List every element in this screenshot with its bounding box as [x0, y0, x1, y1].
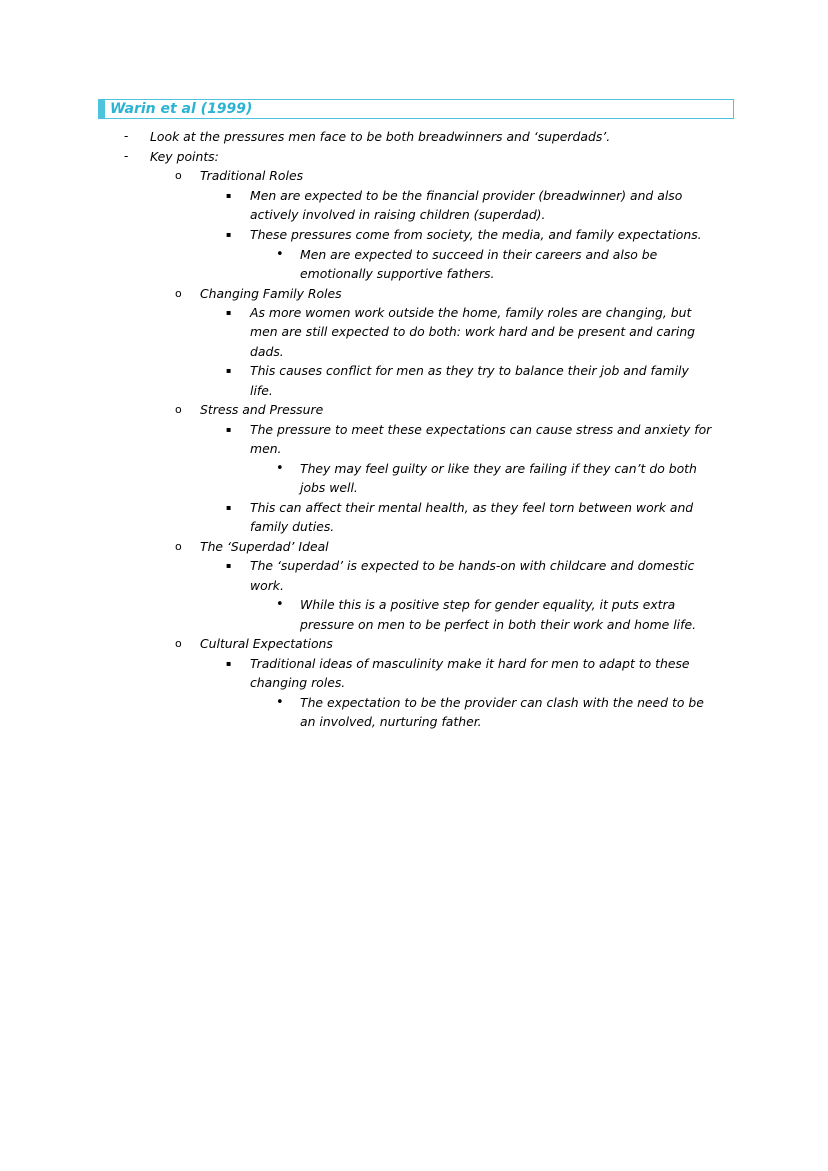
round-bullet: • — [276, 461, 284, 476]
list-item: emotionally supportive fathers. — [300, 266, 495, 281]
dash-bullet: - — [124, 129, 129, 143]
page-title: Warin et al (1999) — [110, 101, 253, 117]
list-item: men are still expected to do both: work hard and be present and caring — [250, 324, 696, 339]
list-item: pressure on men to be perfect in both their work and home life. — [300, 617, 697, 632]
list-item: work. — [250, 578, 284, 593]
list-item: Look at the pressures men face to be both breadwinners and ‘superdads’. — [150, 129, 611, 144]
list-item: an involved, nurturing father. — [300, 714, 482, 729]
list-item: This can affect their mental health, as they feel torn between work and — [250, 500, 694, 515]
list-item: Men are expected to be the financial provider (breadwinner) and also — [250, 188, 683, 203]
list-item: family duties. — [250, 519, 335, 534]
list-item: The expectation to be the provider can clash with the need to be — [300, 695, 704, 710]
list-item: life. — [250, 383, 273, 398]
section-title-changing-family-roles: Changing Family Roles — [200, 286, 342, 301]
circle-bullet: o — [175, 169, 182, 182]
list-item: The ‘superdad’ is expected to be hands-on with childcare and domestic — [250, 558, 695, 573]
section-title-stress-and-pressure: Stress and Pressure — [200, 402, 324, 417]
section-title-superdad-ideal: The ‘Superdad’ Ideal — [200, 539, 329, 554]
round-bullet: • — [276, 695, 284, 710]
list-item: dads. — [250, 344, 284, 359]
square-bullet: ▪ — [226, 659, 232, 668]
list-item: Key points: — [150, 149, 219, 164]
list-item: These pressures come from society, the media, and family expectations. — [250, 227, 702, 242]
section-title-cultural-expectations: Cultural Expectations — [200, 636, 333, 651]
round-bullet: • — [276, 247, 284, 262]
list-item: Men are expected to succeed in their careers and also be — [300, 247, 658, 262]
list-item: changing roles. — [250, 675, 346, 690]
list-item: actively involved in raising children (superdad). — [250, 207, 546, 222]
square-bullet: ▪ — [226, 425, 232, 434]
list-item: As more women work outside the home, family roles are changing, but — [250, 305, 692, 320]
circle-bullet: o — [175, 403, 182, 416]
square-bullet: ▪ — [226, 308, 232, 317]
square-bullet: ▪ — [226, 230, 232, 239]
round-bullet: • — [276, 597, 284, 612]
list-item: The pressure to meet these expectations can cause stress and anxiety for — [250, 422, 712, 437]
list-item: While this is a positive step for gender equality, it puts extra — [300, 597, 676, 612]
square-bullet: ▪ — [226, 191, 232, 200]
circle-bullet: o — [175, 540, 182, 553]
square-bullet: ▪ — [226, 503, 232, 512]
circle-bullet: o — [175, 287, 182, 300]
square-bullet: ▪ — [226, 561, 232, 570]
list-item: Traditional ideas of masculinity make it hard for men to adapt to these — [250, 656, 690, 671]
list-item: men. — [250, 441, 282, 456]
square-bullet: ▪ — [226, 366, 232, 375]
section-title-traditional-roles: Traditional Roles — [200, 168, 304, 183]
circle-bullet: o — [175, 637, 182, 650]
dash-bullet: - — [124, 149, 129, 163]
list-item: They may feel guilty or like they are failing if they can’t do both — [300, 461, 697, 476]
list-item: This causes conflict for men as they try to balance their job and family — [250, 363, 689, 378]
list-item: jobs well. — [300, 480, 358, 495]
